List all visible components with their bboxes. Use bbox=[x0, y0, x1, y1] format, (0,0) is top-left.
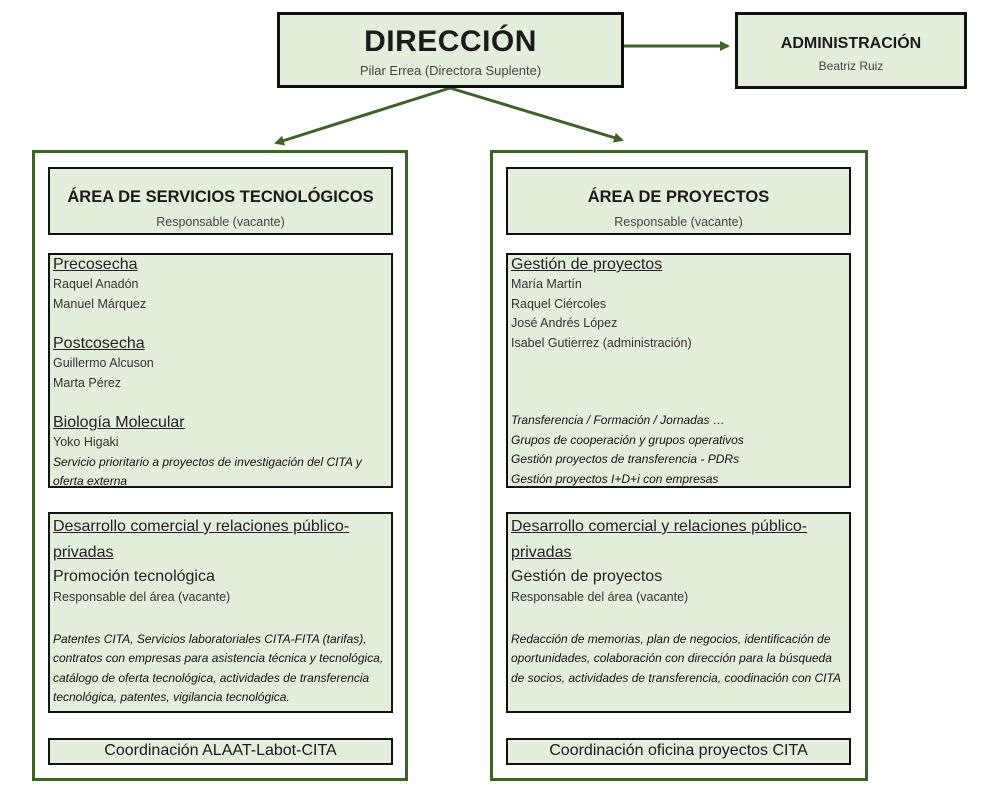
proyectos-group-box bbox=[506, 253, 851, 488]
commercial-description: Patentes CITA, Servicios laboratoriales CITA-FITA (tarifas), contratos con empresas para asistencia técnica y tecnológica, catálogo de oferta tecnológica, actividades de transferencia tecnológica, patentes, vigilancia tecnológica. bbox=[53, 631, 384, 704]
commercial-subtitle: Gestión de proyectos bbox=[511, 568, 663, 585]
commercial-description: Redacción de memorias, plan de negocios, identificación de oportunidades, colaboración con dirección para la búsqueda de socios, actividades de transferencia, coodinación con CITA bbox=[511, 631, 841, 685]
group-title: Precosecha bbox=[53, 256, 138, 273]
servicios-footer: Coordinación ALAAT-Labot-CITA bbox=[48, 738, 393, 765]
direccion-subtitle: Pilar Errea (Directora Suplente) bbox=[359, 63, 542, 78]
proyectos-responsable: Responsable (vacante) bbox=[614, 215, 743, 229]
servicios-title: ÁREA DE SERVICIOS TECNOLÓGICOS bbox=[67, 188, 374, 206]
person-name: Raquel Anadón bbox=[53, 277, 139, 291]
proyectos-header bbox=[506, 167, 851, 235]
person-name: Marta Pérez bbox=[53, 375, 122, 390]
direccion-title: DIRECCIÓN bbox=[364, 25, 537, 58]
task-item: Gestión proyectos I+D+i con empresas bbox=[511, 471, 719, 486]
proyectos-commercial-box bbox=[506, 512, 851, 713]
group-title: Postcosecha bbox=[53, 335, 145, 352]
arrow-to-servicios bbox=[276, 88, 450, 143]
commercial-title: Desarrollo comercial y relaciones público-privadas bbox=[53, 518, 350, 561]
task-item: Transferencia / Formación / Jornadas … bbox=[511, 413, 725, 427]
person-name: Yoko Higaki bbox=[53, 435, 119, 449]
task-item: Grupos de cooperación y grupos operativos bbox=[511, 432, 744, 447]
person-name: Guillermo Alcuson bbox=[53, 356, 154, 370]
commercial-subtitle: Promoción tecnológica bbox=[53, 568, 215, 585]
person-name: Manuel Márquez bbox=[53, 296, 147, 311]
servicios-responsable: Responsable (vacante) bbox=[156, 215, 285, 229]
servicios-groups-box bbox=[48, 253, 393, 488]
servicios-note: Servicio prioritario a proyectos de investigación del CITA y oferta externa bbox=[53, 454, 362, 488]
arrow-to-proyectos bbox=[450, 88, 622, 140]
person-name: María Martín bbox=[511, 277, 582, 291]
servicios-commercial-box bbox=[48, 512, 393, 713]
person-name: José Andrés López bbox=[511, 316, 618, 330]
person-name: Raquel Ciércoles bbox=[511, 296, 607, 311]
task-item: Gestión proyectos de transferencia - PDRs bbox=[511, 452, 740, 466]
proyectos-footer: Coordinación oficina proyectos CITA bbox=[506, 738, 851, 765]
proyectos-title: ÁREA DE PROYECTOS bbox=[587, 188, 770, 206]
commercial-responsable: Responsable del área (vacante) bbox=[53, 590, 231, 604]
group-title: Gestión de proyectos bbox=[511, 256, 663, 273]
administracion-subtitle: Beatriz Ruiz bbox=[818, 59, 884, 73]
administracion-box bbox=[735, 12, 967, 89]
servicios-header bbox=[48, 167, 393, 235]
group-title: Biología Molecular bbox=[53, 414, 185, 431]
direccion-box bbox=[277, 12, 624, 88]
commercial-responsable: Responsable del área (vacante) bbox=[511, 590, 689, 604]
administracion-title: ADMINISTRACIÓN bbox=[780, 35, 922, 52]
person-name: Isabel Gutierrez (administración) bbox=[511, 335, 692, 350]
commercial-title: Desarrollo comercial y relaciones público-privadas bbox=[511, 518, 808, 561]
